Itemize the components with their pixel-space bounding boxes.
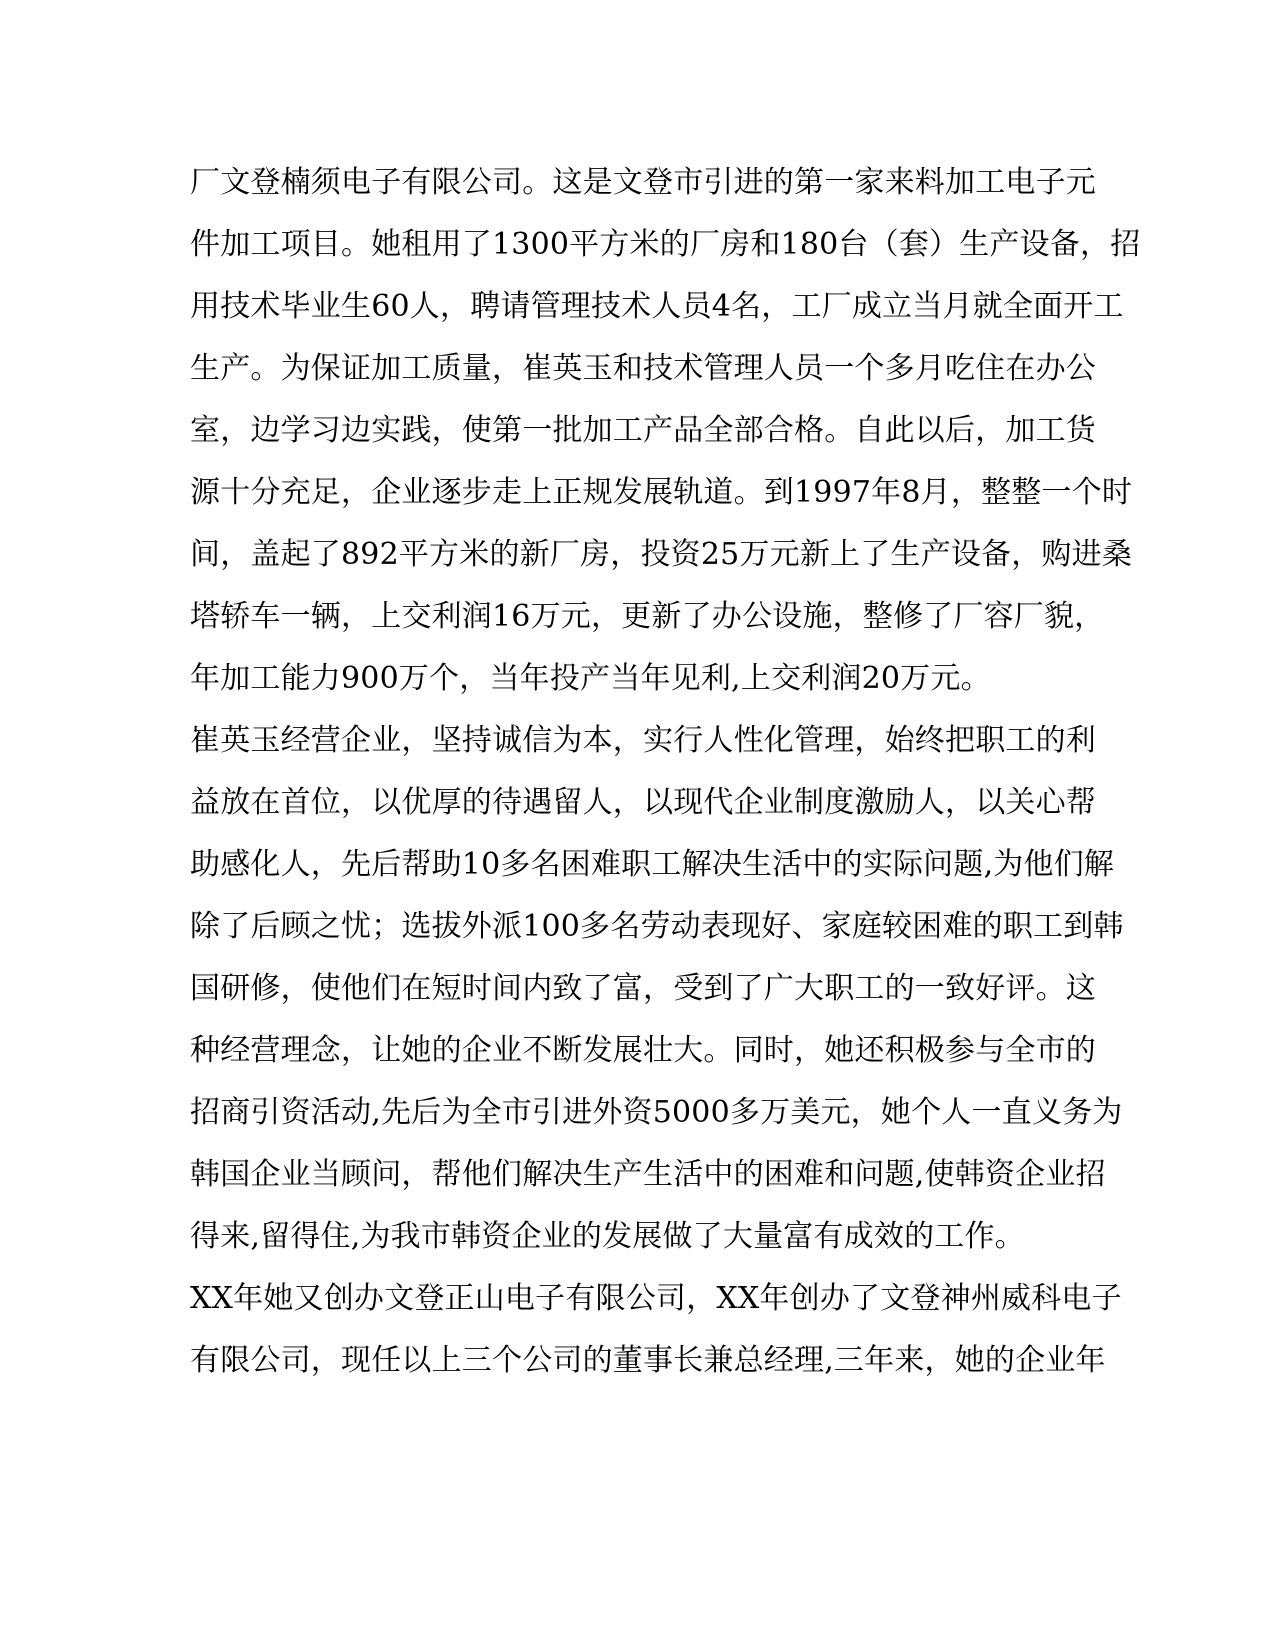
text-line: 国研修，使他们在短时间内致了富，受到了广大职工的一致好评。这 — [190, 971, 1096, 1006]
text-line: 助感化人，先后帮助10多名困难职工解决生活中的实际问题,为他们解 — [190, 847, 1115, 882]
text-line: 招商引资活动,先后为全市引进外资5000多万美元，她个人一直义务为 — [190, 1095, 1123, 1130]
text-line: 件加工项目。她租用了1300平方米的厂房和180台（套）生产设备，招 — [190, 227, 1141, 262]
text-line: 种经营理念，让她的企业不断发展壮大。同时，她还积极参与全市的 — [190, 1033, 1096, 1068]
text-line: 室，边学习边实践，使第一批加工产品全部合格。自此以后，加工货 — [190, 413, 1096, 448]
paragraph-end-line: 年加工能力900万个，当年投产当年见利,上交利润20万元。 — [190, 661, 991, 696]
text-line: 韩国企业当顾问，帮他们解决生产生活中的困难和问题,使韩资企业招 — [190, 1157, 1106, 1192]
text-line: 生产。为保证加工质量，崔英玉和技术管理人员一个多月吃住在办公 — [190, 351, 1096, 386]
body-text — [190, 152, 1141, 1392]
text-line: 源十分充足，企业逐步走上正规发展轨道。到1997年8月，整整一个时 — [190, 475, 1133, 510]
paragraph-end-line: 得来,留得住,为我市韩资企业的发展做了大量富有成效的工作。 — [190, 1219, 1025, 1254]
text-line: 间，盖起了892平方米的新厂房，投资25万元新上了生产设备，购进桑 — [190, 537, 1133, 572]
text-line: 益放在首位，以优厚的待遇留人，以现代企业制度激励人，以关心帮 — [190, 785, 1096, 820]
text-line: XX年她又创办文登正山电子有限公司，XX年创办了文登神州威科电子 — [190, 1281, 1122, 1316]
text-line: 有限公司，现任以上三个公司的董事长兼总经理,三年来，她的企业年 — [190, 1343, 1106, 1378]
text-line: 崔英玉经营企业，坚持诚信为本，实行人性化管理，始终把职工的利 — [190, 723, 1096, 758]
text-line: 用技术毕业生60人，聘请管理技术人员4名，工厂成立当月就全面开工 — [190, 289, 1124, 324]
text-line: 除了后顾之忧；选拔外派100多名劳动表现好、家庭较困难的职工到韩 — [190, 909, 1124, 944]
text-line: 厂文登楠须电子有限公司。这是文登市引进的第一家来料加工电子元 — [190, 165, 1096, 200]
text-line: 塔轿车一辆，上交利润16万元，更新了办公设施，整修了厂容厂貌， — [190, 599, 1105, 634]
